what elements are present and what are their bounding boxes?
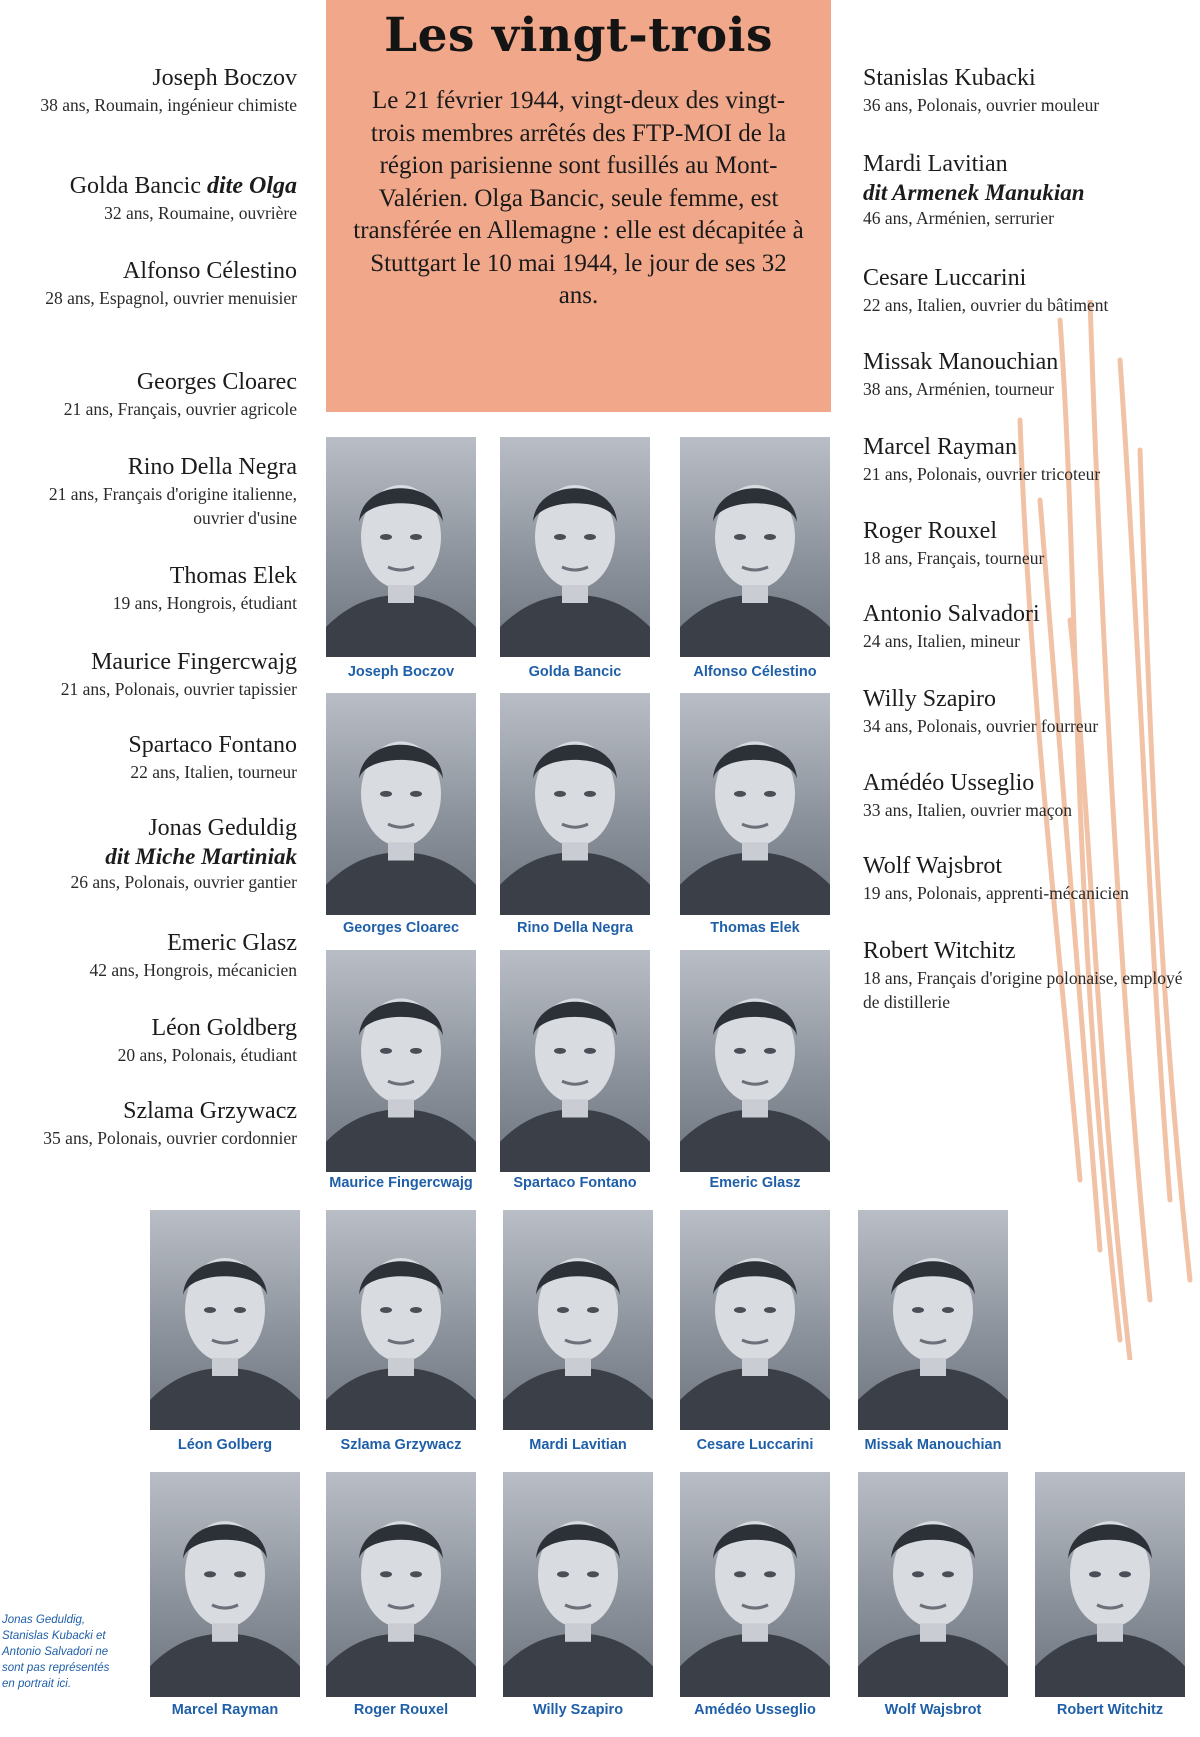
- list-item: [0, 562, 297, 615]
- list-item: [863, 517, 1193, 570]
- portrait-photo: [150, 1472, 300, 1697]
- list-item: [863, 769, 1193, 822]
- person-description: 19 ans, Hongrois, étudiant: [112, 593, 297, 613]
- list-item: [0, 257, 297, 310]
- portrait-caption: Emeric Glasz: [709, 1175, 801, 1191]
- list-item: [0, 1097, 297, 1150]
- list-item: [0, 1014, 297, 1067]
- portrait-caption: Marcel Rayman: [171, 1702, 279, 1718]
- person-description: 19 ans, Polonais, apprenti-mécanicien: [863, 883, 1129, 903]
- portrait-photo: [326, 1210, 476, 1430]
- person-name: Jonas Geduldig: [148, 815, 297, 841]
- list-item: [0, 814, 297, 894]
- list-item: [0, 64, 297, 117]
- list-item: [863, 264, 1193, 317]
- person-name: Cesare Luccarini: [863, 265, 1027, 291]
- person-description: 33 ans, Italien, ouvrier maçon: [863, 800, 1072, 820]
- list-item: [0, 453, 297, 530]
- person-description: 35 ans, Polonais, ouvrier cordonnier: [43, 1128, 297, 1148]
- person-description: 36 ans, Polonais, ouvrier mouleur: [863, 95, 1100, 115]
- portrait-caption: Wolf Wajsbrot: [884, 1702, 982, 1718]
- portrait-photo: [680, 437, 830, 657]
- portrait-photo: [326, 1472, 476, 1697]
- person-description: 34 ans, Polonais, ouvrier fourreur: [863, 716, 1099, 736]
- person-name: Alfonso Célestino: [123, 258, 297, 284]
- portrait-photo: [680, 1472, 830, 1697]
- list-item: [863, 937, 1193, 1014]
- person-alias: dit Miche Martiniak: [105, 844, 297, 869]
- person-description: 24 ans, Italien, mineur: [863, 631, 1020, 651]
- person-description: 38 ans, Roumain, ingénieur chimiste: [40, 95, 297, 115]
- list-item: [0, 648, 297, 701]
- portrait-caption: Alfonso Célestino: [693, 664, 817, 680]
- portrait-caption: Cesare Luccarini: [696, 1437, 814, 1453]
- portrait-caption: Roger Rouxel: [353, 1702, 449, 1718]
- person-name: Missak Manouchian: [863, 349, 1059, 375]
- page-title: Les vingt-trois: [384, 8, 773, 63]
- list-item: [0, 172, 297, 225]
- list-item: [863, 852, 1193, 905]
- person-name: Emeric Glasz: [167, 930, 297, 956]
- person-name: Spartaco Fontano: [128, 732, 297, 758]
- portrait-caption: Rino Della Negra: [516, 920, 634, 936]
- person-name: Léon Goldberg: [151, 1015, 297, 1041]
- portrait-caption: Willy Szapiro: [532, 1702, 624, 1718]
- portrait-caption: Amédéo Usseglio: [694, 1702, 816, 1718]
- footnote: Jonas Geduldig, Stanislas Kubacki et Antonio Salvadori ne sont pas représentés en portrait ici.: [2, 1614, 110, 1690]
- portrait-photo: [858, 1210, 1008, 1430]
- portrait-caption: Joseph Boczov: [347, 664, 455, 680]
- list-item: [0, 368, 297, 421]
- portrait-caption: Mardi Lavitian: [529, 1437, 627, 1453]
- person-description: 22 ans, Italien, tourneur: [130, 762, 297, 782]
- person-description: 32 ans, Roumaine, ouvrière: [104, 203, 297, 223]
- person-name: Robert Witchitz: [863, 938, 1016, 964]
- portrait-caption: Thomas Elek: [710, 920, 800, 936]
- list-item: [0, 731, 297, 784]
- portrait-photo: [503, 1472, 653, 1697]
- intro-text: Le 21 février 1944, vingt-deux des vingt-trois membres arrêtés des FTP-MOI de la région parisienne sont fusillés au Mont-Valérien. Olga Bancic, seule femme, est transférée en Allemagne : elle est décapitée à Stuttgart le 10 mai 1944, le jour de ses 32 ans.: [353, 87, 804, 309]
- list-item: [863, 433, 1193, 486]
- portrait-caption: Missak Manouchian: [864, 1437, 1002, 1453]
- person-description: 38 ans, Arménien, tourneur: [863, 379, 1054, 399]
- portrait-caption: Robert Witchitz: [1056, 1702, 1164, 1718]
- portrait-caption: Spartaco Fontano: [513, 1175, 637, 1191]
- portrait-photo: [680, 950, 830, 1172]
- person-name: Roger Rouxel: [863, 518, 997, 544]
- person-name: Antonio Salvadori: [863, 601, 1040, 627]
- person-description: 18 ans, Français, tourneur: [863, 548, 1045, 568]
- person-name: Mardi Lavitian: [863, 151, 1008, 177]
- person-alias: dit Armenek Manukian: [863, 180, 1085, 205]
- person-name: Stanislas Kubacki: [863, 65, 1036, 91]
- person-name: Szlama Grzywacz: [123, 1098, 297, 1124]
- list-item: [863, 150, 1193, 230]
- person-name: Willy Szapiro: [863, 686, 997, 712]
- person-name: Golda Bancic dite Olga: [69, 173, 297, 199]
- portrait-caption: Léon Golberg: [177, 1437, 273, 1453]
- portrait-photo: [150, 1210, 300, 1430]
- person-description: 28 ans, Espagnol, ouvrier menuisier: [45, 288, 297, 308]
- portrait-photo: [500, 693, 650, 915]
- list-item: [863, 348, 1193, 401]
- person-name: Maurice Fingercwajg: [91, 649, 297, 675]
- person-description: 21 ans, Polonais, ouvrier tapissier: [60, 679, 297, 699]
- portrait-photo: [680, 693, 830, 915]
- person-description: 18 ans, Français d'origine polonaise, employé de distillerie: [863, 968, 1183, 1012]
- list-item: [863, 600, 1193, 653]
- person-description: 21 ans, Français d'origine italienne, ouvrier d'usine: [48, 484, 297, 528]
- portrait-caption: Golda Bancic: [528, 664, 622, 680]
- person-name: Amédéo Usseglio: [863, 770, 1035, 796]
- portrait-photo: [680, 1210, 830, 1430]
- person-alias: dite Olga: [207, 173, 297, 199]
- portrait-photo: [326, 950, 476, 1172]
- portrait-caption: Szlama Grzywacz: [340, 1437, 462, 1453]
- person-description: 26 ans, Polonais, ouvrier gantier: [70, 872, 297, 892]
- portrait-caption: Georges Cloarec: [342, 920, 460, 936]
- person-description: 42 ans, Hongrois, mécanicien: [89, 960, 297, 980]
- portrait-photo: [500, 950, 650, 1172]
- person-description: 21 ans, Français, ouvrier agricole: [63, 399, 297, 419]
- person-name: Wolf Wajsbrot: [863, 853, 1003, 879]
- person-description: 46 ans, Arménien, serrurier: [863, 208, 1054, 228]
- person-description: 20 ans, Polonais, étudiant: [117, 1045, 297, 1065]
- list-item: [863, 64, 1193, 117]
- list-item: [0, 929, 297, 982]
- title-box: [326, 0, 831, 412]
- portrait-photo: [500, 437, 650, 657]
- portrait-photo: [858, 1472, 1008, 1697]
- portrait-caption: Maurice Fingercwajg: [329, 1175, 473, 1191]
- portrait-photo: [326, 693, 476, 915]
- portrait-photo: [503, 1210, 653, 1430]
- person-name: Georges Cloarec: [136, 369, 297, 395]
- person-name: Marcel Rayman: [863, 434, 1017, 460]
- list-item: [863, 685, 1193, 738]
- portrait-photo: [1035, 1472, 1185, 1697]
- person-name: Joseph Boczov: [152, 65, 297, 91]
- person-description: 21 ans, Polonais, ouvrier tricoteur: [863, 464, 1101, 484]
- person-name: Thomas Elek: [169, 563, 297, 589]
- person-description: 22 ans, Italien, ouvrier du bâtiment: [863, 295, 1109, 315]
- person-name: Rino Della Negra: [127, 454, 297, 480]
- portrait-photo: [326, 437, 476, 657]
